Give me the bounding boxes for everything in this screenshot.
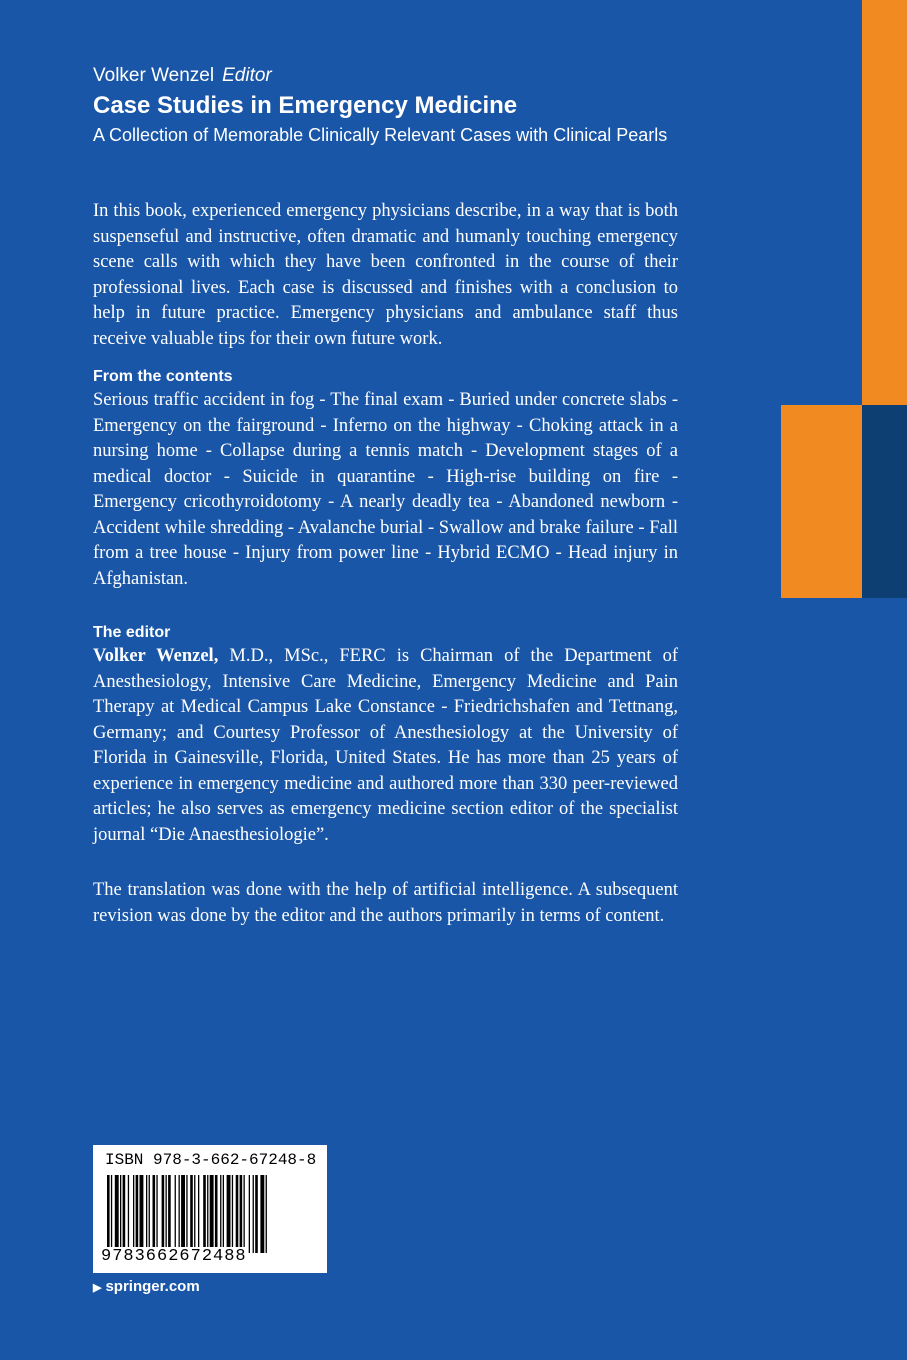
editor-bio — [93, 644, 678, 848]
book-title: Case Studies in Emergency Medicine — [93, 92, 518, 119]
barcode-bar — [249, 1175, 250, 1253]
barcode-bar — [162, 1175, 165, 1253]
barcode-bar — [115, 1175, 119, 1253]
barcode-bar — [186, 1175, 187, 1253]
arrow-right-icon: ▶ — [93, 1282, 102, 1294]
springer-link-text: springer.com — [105, 1278, 200, 1295]
orange-accent-block — [781, 405, 862, 598]
barcode-bar — [194, 1175, 195, 1253]
book-header — [93, 63, 773, 148]
barcode-bar — [220, 1175, 221, 1253]
author-role: Editor — [222, 65, 272, 86]
barcode-bar — [207, 1175, 208, 1253]
translation-note: The translation was done with the help of artificial intelligence. A subsequent revision was done by the editor and the authors primarily in terms of content. — [93, 880, 678, 926]
barcode-bar — [181, 1175, 185, 1253]
barcode-bar — [215, 1175, 218, 1253]
barcode-bar — [153, 1175, 156, 1253]
book-subtitle: A Collection of Memorable Clinically Relevant Cases with Clinical Pearls — [93, 125, 668, 145]
barcode-bar — [203, 1175, 206, 1253]
editor-bio-text: M.D., MSc., FERC is Chairman of the Department of Anesthesiology, Intensive Care Medicine, Emergency Medicine and Pain Therapy at Medical Campus Lake Constance - Friedrichshafen and Tettnang, Germany; and Courtesy Professor of Anesthesiology at the University of Florida in Gainesville, Florida, United States. He has more than 25 years of experience in emergency medicine and authored more than 330 peer-reviewed articles; he also serves as emergency medicine section editor of the specialist journal “Die Anaesthesiologie”. — [93, 646, 678, 845]
barcode-bar — [168, 1175, 171, 1253]
description-paragraph: In this book, experienced emergency physicians describe, in a way that is both suspenseful and instructive, often dramatic and humanly touching emergency scene calls with which they have been confronted in the course of their professional lives. Each case is discussed and finishes with a conclusion to help in future practice. Emergency physicians and ambulance staff thus receive valuable tips for their own future work. — [93, 201, 678, 349]
isbn-digits: 9783662672488 — [101, 1247, 247, 1266]
barcode-bar — [232, 1175, 233, 1253]
barcode-bar — [136, 1175, 139, 1253]
barcode-bar — [128, 1175, 129, 1253]
barcode-bar — [149, 1175, 150, 1253]
barcode-bar — [107, 1175, 110, 1253]
barcode-bar — [210, 1175, 214, 1253]
editor-heading: The editor — [93, 624, 171, 641]
barcode-bar — [266, 1175, 267, 1253]
isbn-label: ISBN 978-3-662-67248-8 — [105, 1151, 317, 1169]
barcode-bar — [156, 1175, 157, 1253]
barcode-bar — [240, 1175, 243, 1253]
springer-link[interactable] — [93, 1278, 200, 1295]
barcode-bar — [166, 1175, 167, 1253]
barcode-bar — [146, 1175, 147, 1253]
barcode-bar — [253, 1175, 254, 1253]
barcode-bar — [244, 1175, 245, 1253]
navy-accent-block — [862, 405, 907, 598]
barcode-bar — [140, 1175, 144, 1253]
contents-list: Serious traffic accident in fog - The final exam - Buried under concrete slabs - Emergency on the fairground - Inferno on the highway - Choking attack in a nursing home - Collapse during a tennis match - Development stages of a medical doctor - Suicide in quarantine - High-rise building on fire - Emergency cricothyroidotomy - A nearly deadly tea - Abandoned newborn - Accident while shredding - Avalanche burial - Swallow and brake failure - Fall from a tree house - Injury from power line - Hybrid ECMO - Head injury in Afghanistan. — [93, 390, 678, 589]
barcode-bar — [198, 1175, 199, 1253]
barcode-bar — [175, 1175, 176, 1253]
barcode-bar — [223, 1175, 224, 1253]
contents-heading: From the contents — [93, 368, 233, 385]
barcode-bar — [255, 1175, 258, 1253]
author-name: Volker Wenzel — [93, 65, 215, 86]
barcode-bar — [123, 1175, 126, 1253]
barcode-bars — [107, 1175, 312, 1253]
barcode-bar — [111, 1175, 112, 1253]
barcode-bar — [236, 1175, 239, 1253]
author-line — [93, 63, 773, 88]
barcode-bar — [179, 1175, 180, 1253]
isbn-barcode — [93, 1145, 327, 1273]
barcode-bar — [133, 1175, 134, 1253]
barcode-bar — [120, 1175, 121, 1253]
back-cover-content — [93, 199, 678, 929]
editor-name: Volker Wenzel, — [93, 646, 219, 666]
barcode-bar — [190, 1175, 193, 1253]
barcode-bar — [260, 1175, 264, 1253]
orange-accent-bar — [862, 0, 907, 405]
barcode-bar — [227, 1175, 231, 1253]
